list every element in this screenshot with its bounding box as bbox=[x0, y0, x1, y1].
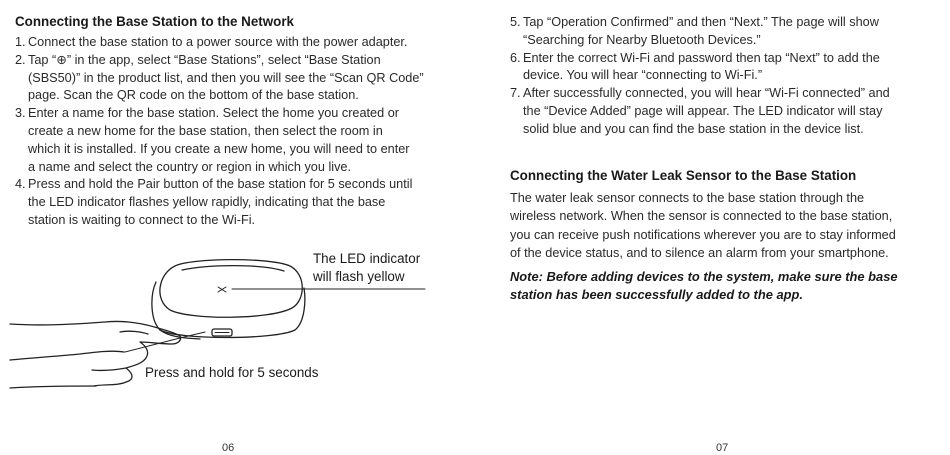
step-2: 2. Tap “⊕” in the app, select “Base Stations”, select “Base Station (SBS50)” in the product list, and then you will see the “Scan QR Code” page. Scan the QR code on the bottom of the base station. bbox=[15, 52, 424, 103]
step-4: 4. Press and hold the Pair button of the base station for 5 seconds until the LED indicator flashes yellow rapidly, indicating that the base station is waiting to connect to the Wi-Fi. bbox=[15, 177, 413, 227]
network-steps-continued bbox=[510, 14, 940, 139]
step-7: 7. After successfully connected, you will hear “Wi-Fi connected” and the “Device Added” page will appear. The LED indicator will stay solid blue and you can find the base station in the device list. bbox=[510, 86, 890, 136]
press-callout-text: Press and hold for 5 seconds bbox=[145, 365, 319, 380]
led-callout-text: The LED indicator will flash yellow bbox=[313, 251, 421, 284]
right-page bbox=[480, 0, 950, 455]
page-number-left: 06 bbox=[222, 442, 235, 454]
step-3: 3. Enter a name for the base station. Select the home you created or create a new home for the base station, then select the room in which it is installed. If you create a new home, you will need to enter a name and select the country or region in which you live. bbox=[15, 106, 410, 174]
note-text: Note: Before adding devices to the system, make sure the base station has been successfully added to the app. bbox=[510, 269, 898, 302]
base-station-top bbox=[160, 260, 302, 318]
left-page bbox=[0, 0, 470, 455]
section-heading-sensor: Connecting the Water Leak Sensor to the Base Station bbox=[510, 168, 857, 183]
page-number-right: 07 bbox=[716, 442, 729, 454]
section-heading-network: Connecting the Base Station to the Network bbox=[15, 14, 294, 29]
led-indicator bbox=[218, 287, 226, 292]
step-6: 6. Enter the correct Wi-Fi and password then tap “Next” to add the device. You will hear “connecting to Wi-Fi.” bbox=[510, 50, 880, 83]
step-5: 5. Tap “Operation Confirmed” and then “Next.” The page will show “Searching for Nearby Bluetooth Devices.” bbox=[510, 15, 879, 47]
network-steps-list bbox=[15, 34, 460, 230]
sensor-paragraph: The water leak sensor connects to the base station through the wireless network. When the sensor is connected to the base station, you can receive push notifications wherever you are to stay informed of the device status, and to silence an alarm from your smartphone. bbox=[510, 191, 896, 261]
step-1: 1. Connect the base station to a power source with the power adapter. bbox=[15, 35, 408, 49]
